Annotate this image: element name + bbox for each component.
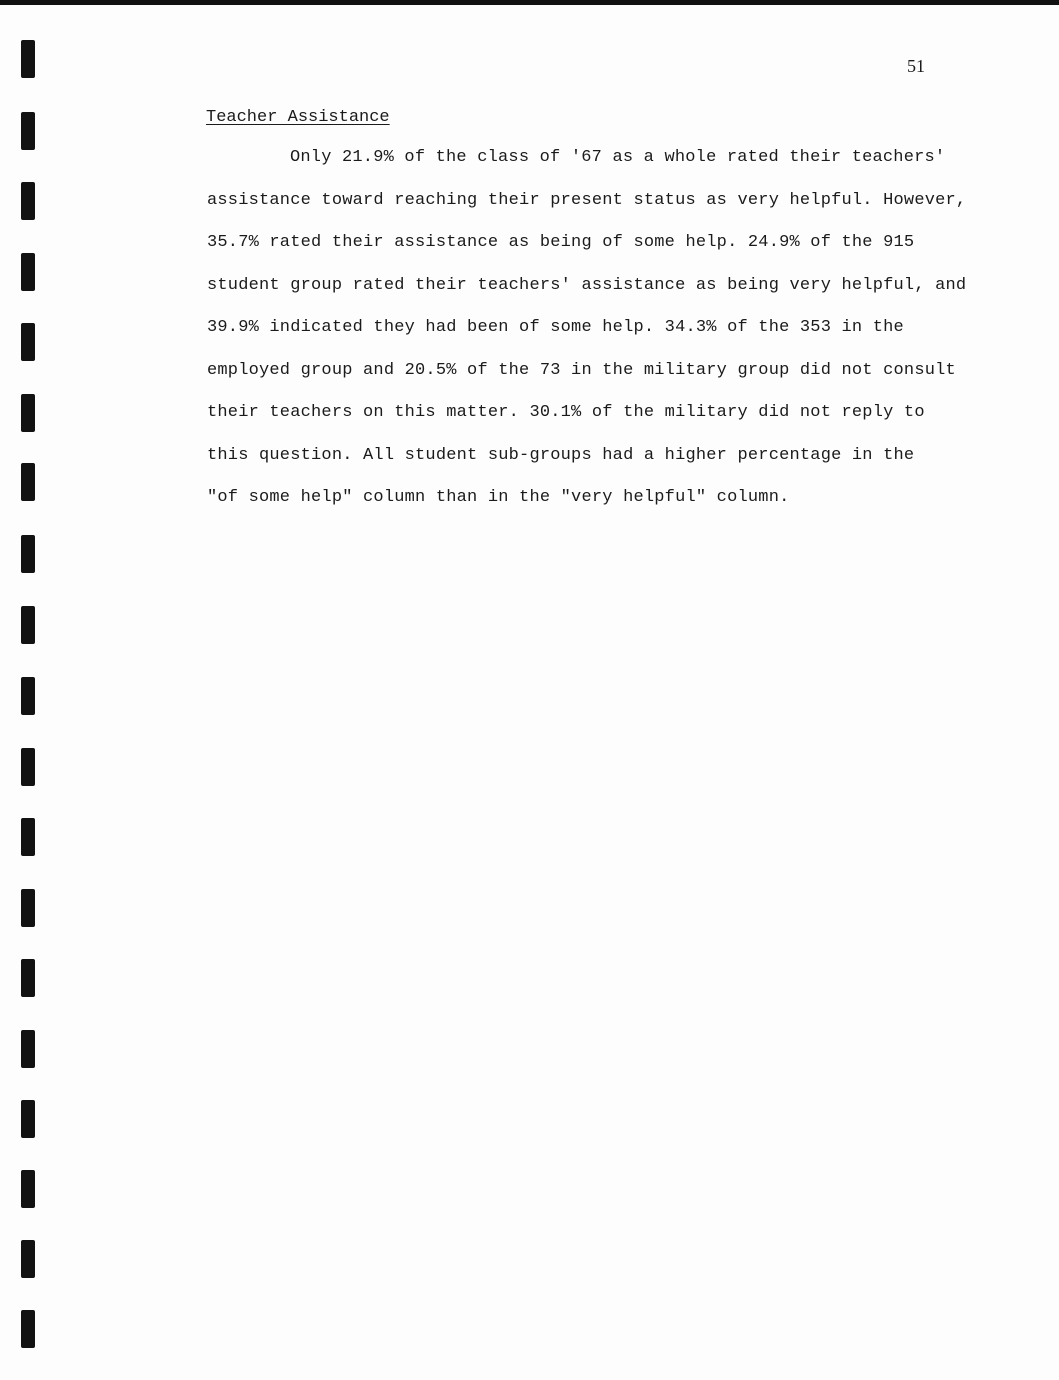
- binder-hole: [21, 748, 35, 786]
- body-paragraph: [207, 143, 1007, 526]
- paragraph-line: this question. All student sub-groups had a higher percentage in the: [207, 445, 915, 465]
- paragraph-line: employed group and 20.5% of the 73 in the military group did not consult: [207, 360, 956, 380]
- section-heading: Teacher Assistance: [206, 108, 390, 127]
- binder-hole: [21, 40, 35, 78]
- binder-hole: [21, 818, 35, 856]
- binder-hole: [21, 959, 35, 997]
- binder-hole: [21, 1030, 35, 1068]
- paragraph-line: Only 21.9% of the class of '67 as a whole rated their teachers': [290, 148, 946, 167]
- binder-hole: [21, 182, 35, 220]
- paragraph-line: their teachers on this matter. 30.1% of the military did not reply to: [207, 403, 925, 422]
- binder-holes: [0, 0, 60, 1380]
- paragraph-line: student group rated their teachers' assistance as being very helpful, and: [207, 275, 967, 295]
- binder-hole: [21, 112, 35, 150]
- binder-hole: [21, 1100, 35, 1138]
- binder-hole: [21, 463, 35, 501]
- binder-hole: [21, 606, 35, 644]
- binder-hole: [21, 677, 35, 715]
- binder-hole: [21, 1170, 35, 1208]
- binder-hole: [21, 889, 35, 927]
- top-edge-shadow: [0, 0, 1059, 5]
- paragraph-line: "of some help" column than in the "very helpful" column.: [207, 488, 790, 507]
- paragraph-line: assistance toward reaching their present status as very helpful. However,: [207, 190, 967, 210]
- binder-hole: [21, 253, 35, 291]
- binder-hole: [21, 1240, 35, 1278]
- paragraph-line: 39.9% indicated they had been of some help. 34.3% of the 353 in the: [207, 318, 904, 337]
- page-number: 51: [907, 56, 925, 76]
- binder-hole: [21, 323, 35, 361]
- binder-hole: [21, 1310, 35, 1348]
- binder-hole: [21, 394, 35, 432]
- binder-hole: [21, 535, 35, 573]
- paragraph-line: 35.7% rated their assistance as being of some help. 24.9% of the 915: [207, 233, 915, 252]
